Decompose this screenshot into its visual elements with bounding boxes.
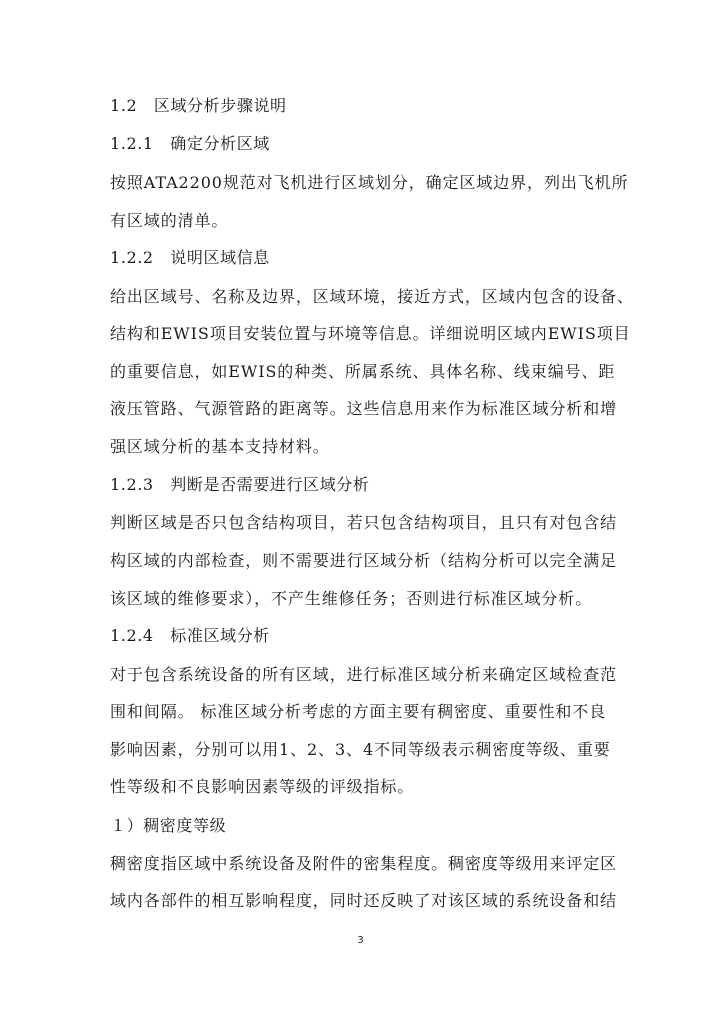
page-number: 3 bbox=[357, 935, 364, 946]
paragraph-line: 液压管路、气源管路的距离等。这些信息用来作为标准区域分析和增 bbox=[110, 399, 618, 418]
section-heading-1-2: 1.2 区域分析步骤说明 bbox=[110, 96, 287, 115]
paragraph-line: 按照ATA2200规范对飞机进行区域划分，确定区域边界，列出飞机所 bbox=[110, 173, 629, 192]
paragraph-line: 的重要信息，如EWIS的种类、所属系统、具体名称、线束编号、距 bbox=[110, 362, 616, 381]
paragraph-line: 性等级和不良影响因素等级的评级指标。 bbox=[110, 777, 415, 796]
paragraph-line: 结构和EWIS项目安装位置与环境等信息。详细说明区域内EWIS项目 bbox=[110, 324, 631, 343]
section-heading-1-2-4: 1.2.4 标准区域分析 bbox=[110, 626, 270, 645]
paragraph-line: 域内各部件的相互影响程度，同时还反映了对该区域的系统设备和结 bbox=[110, 891, 618, 910]
paragraph-line: 稠密度指区域中系统设备及附件的密集程度。稠密度等级用来评定区 bbox=[110, 854, 618, 873]
paragraph-line: 该区域的维修要求），不产生维修任务；否则进行标准区域分析。 bbox=[110, 589, 593, 608]
paragraph-line: 对于包含系统设备的所有区域，进行标准区域分析来确定区域检查范 bbox=[110, 665, 618, 684]
section-heading-1-2-3: 1.2.3 判断是否需要进行区域分析 bbox=[110, 475, 370, 494]
paragraph-line: 构区域的内部检查，则不需要进行区域分析（结构分析可以完全满足 bbox=[110, 551, 618, 570]
section-heading-1-2-1: 1.2.1 确定分析区域 bbox=[110, 134, 270, 153]
paragraph-line: 判断区域是否只包含结构项目，若只包含结构项目，且只有对包含结 bbox=[110, 513, 618, 532]
paragraph-line: 影响因素，分别可以用1、2、3、4不同等级表示稠密度等级、重要 bbox=[110, 740, 611, 759]
paragraph-line: 强区域分析的基本支持材料。 bbox=[110, 437, 330, 456]
paragraph-line: 有区域的清单。 bbox=[110, 211, 229, 230]
subsection-heading-density: １）稠密度等级 bbox=[110, 816, 227, 835]
section-heading-1-2-2: 1.2.2 说明区域信息 bbox=[110, 248, 270, 267]
paragraph-line: 围和间隔。 标准区域分析考虑的方面主要有稠密度、重要性和不良 bbox=[110, 702, 607, 721]
paragraph-line: 给出区域号、名称及边界，区域环境，接近方式，区域内包含的设备、 bbox=[110, 287, 634, 306]
